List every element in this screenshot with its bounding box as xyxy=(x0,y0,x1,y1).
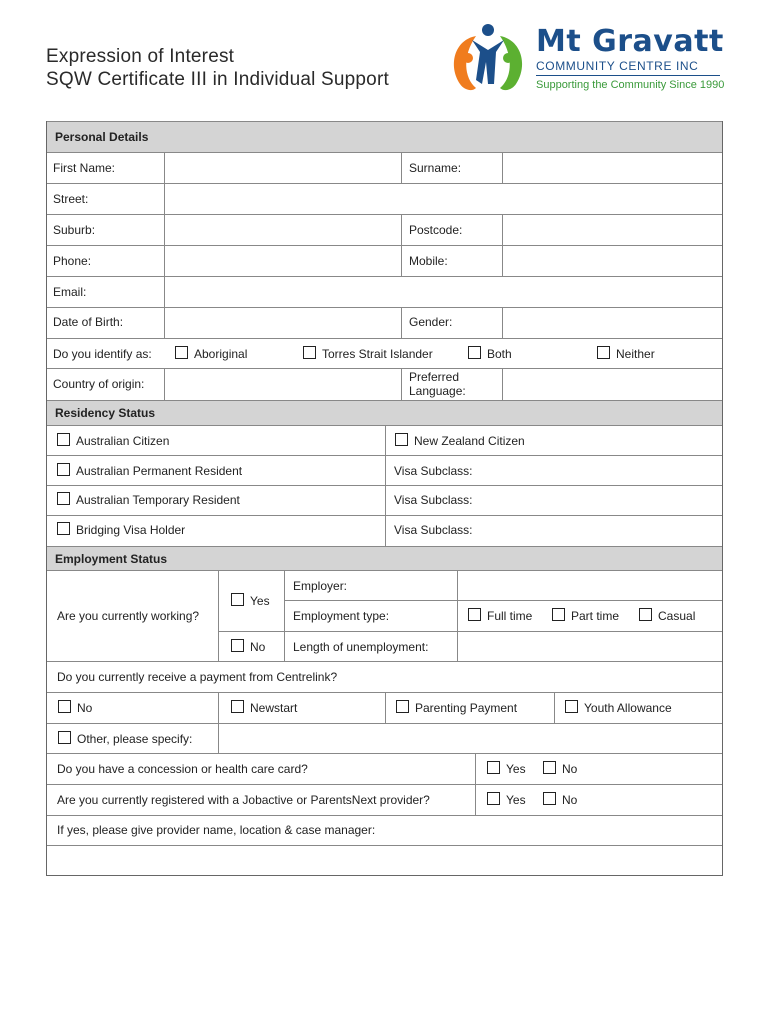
australian-citizen-checkbox[interactable] xyxy=(57,433,70,446)
neither-checkbox[interactable] xyxy=(597,346,610,359)
logo-divider xyxy=(536,75,720,76)
other-checkbox[interactable] xyxy=(58,731,71,744)
visa-subclass-label: Visa Subclass: xyxy=(394,464,473,478)
concession-yes-checkbox[interactable] xyxy=(487,761,500,774)
organisation-logo xyxy=(446,22,736,98)
torres-strait-islander-checkbox[interactable] xyxy=(303,346,316,359)
casual-checkbox[interactable] xyxy=(639,608,652,621)
newstart-checkbox[interactable] xyxy=(231,700,244,713)
temporary-resident-checkbox[interactable] xyxy=(57,492,70,505)
visa-subclass-label: Visa Subclass: xyxy=(394,523,473,537)
postcode-field[interactable] xyxy=(503,215,722,245)
jobactive-no-checkbox[interactable] xyxy=(543,792,556,805)
neither-label: Neither xyxy=(616,347,655,361)
phone-field[interactable] xyxy=(165,246,401,276)
email-field[interactable] xyxy=(165,277,722,307)
visa-subclass-label: Visa Subclass: xyxy=(394,493,473,507)
row-divider xyxy=(47,338,722,339)
both-label: Both xyxy=(487,347,512,361)
youth-allowance-label: Youth Allowance xyxy=(584,701,672,715)
logo-name: Mt Gravatt xyxy=(536,24,724,59)
col-divider xyxy=(218,571,219,661)
row-divider xyxy=(47,661,722,662)
employment-type-label: Employment type: xyxy=(293,609,390,623)
first-name-label: First Name: xyxy=(53,161,116,175)
temporary-resident-label: Australian Temporary Resident xyxy=(76,493,240,507)
street-label: Street: xyxy=(53,192,89,206)
suburb-field[interactable] xyxy=(165,215,401,245)
section-employment-status: Employment Status xyxy=(47,546,722,571)
working-no-label: No xyxy=(250,640,266,654)
bridging-visa-label: Bridging Visa Holder xyxy=(76,523,186,537)
row-divider xyxy=(47,815,722,816)
date-of-birth-label: Date of Birth: xyxy=(53,315,124,329)
length-unemployment-field[interactable] xyxy=(458,632,722,661)
nz-citizen-label: New Zealand Citizen xyxy=(414,434,525,448)
concession-question: Do you have a concession or health care card? xyxy=(57,762,308,776)
aboriginal-label: Aboriginal xyxy=(194,347,248,361)
row-divider xyxy=(284,600,722,601)
mobile-field[interactable] xyxy=(503,246,722,276)
col-divider xyxy=(385,426,386,546)
full-time-checkbox[interactable] xyxy=(468,608,481,621)
mobile-label: Mobile: xyxy=(409,254,448,268)
concession-no-label: No xyxy=(562,762,578,776)
col-divider xyxy=(401,368,402,400)
employer-label: Employer: xyxy=(293,579,348,593)
concession-no-checkbox[interactable] xyxy=(543,761,556,774)
length-unemployment-label: Length of unemployment: xyxy=(293,640,429,654)
jobactive-yes-checkbox[interactable] xyxy=(487,792,500,805)
employer-field[interactable] xyxy=(458,572,722,600)
surname-label: Surname: xyxy=(409,161,462,175)
email-label: Email: xyxy=(53,285,87,299)
suburb-label: Suburb: xyxy=(53,223,96,237)
preferred-language-label-1: Preferred xyxy=(409,370,460,384)
centrelink-no-checkbox[interactable] xyxy=(58,700,71,713)
other-label: Other, please specify: xyxy=(77,732,193,746)
other-specify-field[interactable] xyxy=(219,724,722,753)
street-field[interactable] xyxy=(165,184,722,214)
col-divider xyxy=(401,307,402,338)
title-line-1: Expression of Interest xyxy=(46,46,235,67)
full-time-label: Full time xyxy=(487,609,533,623)
phone-label: Phone: xyxy=(53,254,92,268)
gender-field[interactable] xyxy=(503,308,722,338)
title-line-2: SQW Certificate III in Individual Support xyxy=(46,69,389,90)
provider-details-field[interactable] xyxy=(47,846,722,875)
col-divider xyxy=(554,692,555,723)
col-divider xyxy=(401,214,402,276)
logo-people-icon xyxy=(446,22,530,98)
working-yes-label: Yes xyxy=(250,594,270,608)
centrelink-no-label: No xyxy=(77,701,93,715)
working-question: Are you currently working? xyxy=(57,609,200,623)
row-divider xyxy=(47,753,722,754)
casual-label: Casual xyxy=(658,609,696,623)
country-of-origin-label: Country of origin: xyxy=(53,377,145,391)
working-yes-checkbox[interactable] xyxy=(231,593,244,606)
youth-allowance-checkbox[interactable] xyxy=(565,700,578,713)
identify-label: Do you identify as: xyxy=(53,347,152,361)
aboriginal-checkbox[interactable] xyxy=(175,346,188,359)
section-residency-status: Residency Status xyxy=(47,400,722,426)
postcode-label: Postcode: xyxy=(409,223,463,237)
australian-citizen-label: Australian Citizen xyxy=(76,434,170,448)
preferred-language-field[interactable] xyxy=(503,369,722,400)
surname-field[interactable] xyxy=(503,154,722,183)
nz-citizen-checkbox[interactable] xyxy=(395,433,408,446)
row-divider xyxy=(47,784,722,785)
provider-question: If yes, please give provider name, location & case manager: xyxy=(57,823,376,837)
torres-strait-islander-label: Torres Strait Islander xyxy=(322,347,433,361)
jobactive-no-label: No xyxy=(562,793,578,807)
logo-tagline: Supporting the Community Since 1990 xyxy=(536,79,725,91)
parenting-payment-label: Parenting Payment xyxy=(415,701,518,715)
col-divider xyxy=(385,692,386,723)
col-divider xyxy=(284,571,285,661)
centrelink-question: Do you currently receive a payment from Centrelink? xyxy=(57,670,338,684)
jobactive-question: Are you currently registered with a Jobactive or ParentsNext provider? xyxy=(57,793,430,807)
first-name-field[interactable] xyxy=(165,154,401,183)
section-personal-details: Personal Details xyxy=(47,121,722,153)
permanent-resident-label: Australian Permanent Resident xyxy=(76,464,243,478)
col-divider xyxy=(401,153,402,184)
both-checkbox[interactable] xyxy=(468,346,481,359)
logo-subtitle: COMMUNITY CENTRE INC xyxy=(536,59,699,73)
date-of-birth-field[interactable] xyxy=(165,308,401,338)
preferred-language-label-2: Language: xyxy=(409,384,466,398)
country-of-origin-field[interactable] xyxy=(165,369,401,400)
parenting-payment-checkbox[interactable] xyxy=(396,700,409,713)
permanent-resident-checkbox[interactable] xyxy=(57,463,70,476)
part-time-label: Part time xyxy=(571,609,620,623)
part-time-checkbox[interactable] xyxy=(552,608,565,621)
jobactive-yes-label: Yes xyxy=(506,793,526,807)
concession-yes-label: Yes xyxy=(506,762,526,776)
working-no-checkbox[interactable] xyxy=(231,639,244,652)
bridging-visa-checkbox[interactable] xyxy=(57,522,70,535)
newstart-label: Newstart xyxy=(250,701,298,715)
gender-label: Gender: xyxy=(409,315,453,329)
